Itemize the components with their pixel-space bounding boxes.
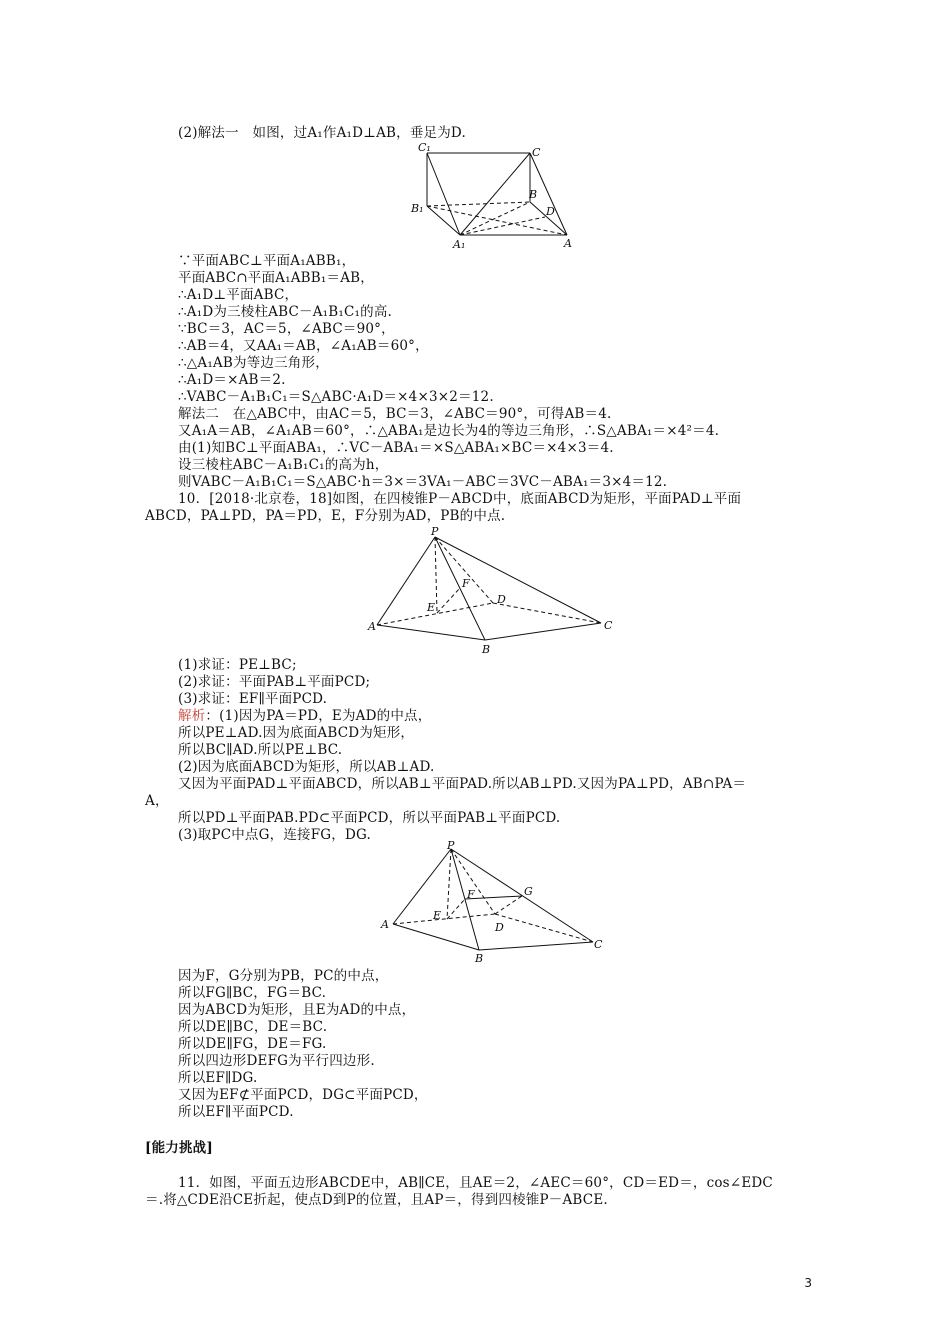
text-line: ∴VABC－A₁B₁C₁＝S△ABC·A₁D＝×4×3×2＝12. xyxy=(178,389,494,405)
label-c: C xyxy=(532,146,541,159)
text-line: ∵BC＝3，AC＝5，∠ABC＝90°， xyxy=(178,321,395,337)
text-line: ∵平面ABC⊥平面A₁ABB₁， xyxy=(178,253,356,269)
edge-c1-a1 xyxy=(427,153,460,235)
pyramid-figure xyxy=(365,525,625,660)
question-10-part-2: (2)求证：平面PAB⊥平面PCD; xyxy=(178,674,371,690)
label-d: D xyxy=(546,205,555,218)
edge-p-c xyxy=(435,537,601,623)
dashed-e-f xyxy=(447,899,465,919)
edge-a-b xyxy=(393,924,479,950)
label-d: D xyxy=(497,593,506,606)
edge-p-a xyxy=(393,849,451,924)
text-line: 所以DE∥BC，DE＝BC. xyxy=(178,1019,328,1035)
label-c1: C₁ xyxy=(418,141,431,154)
text-line: 由(1)知BC⊥平面ABA₁，∴VC－ABA₁＝×S△ABA₁×BC＝×4×3＝4. xyxy=(178,440,614,456)
text-line: ∴A₁D＝×AB＝2. xyxy=(178,372,286,388)
text-line: 因为ABCD为矩形，且E为AD的中点， xyxy=(178,1002,416,1018)
label-a: A xyxy=(368,620,376,633)
text-line: 所以FG∥BC，FG＝BC. xyxy=(178,985,327,1001)
label-p: P xyxy=(431,525,439,538)
dashed-p-e xyxy=(435,537,437,613)
edge-b-c xyxy=(485,623,601,640)
section-heading-ability-challenge: [能力挑战] xyxy=(145,1140,213,1156)
pyramid-with-g-diagram xyxy=(375,840,615,965)
dashed-p-d xyxy=(435,537,493,603)
question-10-stem-cont: ABCD，PA⊥PD，PA＝PD，E，F分别为AD，PB的中点. xyxy=(145,508,506,524)
text-line: 因为F，G分别为PB，PC的中点， xyxy=(178,968,389,984)
text-line: (3)取PC中点G，连接FG，DG. xyxy=(178,827,371,843)
question-10-part-1: (1)求证：PE⊥BC; xyxy=(178,657,297,673)
label-c: C xyxy=(604,619,613,632)
dashed-d-c xyxy=(495,914,593,942)
label-e: E xyxy=(427,601,436,614)
text-line: ∴A₁D⊥平面ABC， xyxy=(178,287,299,303)
label-f: F xyxy=(467,888,475,901)
label-d: D xyxy=(495,921,504,934)
label-g: G xyxy=(524,885,533,898)
edge-c-a1 xyxy=(460,153,530,235)
label-b1: B₁ xyxy=(411,202,424,215)
text-line: (2)因为底面ABCD为矩形，所以AB⊥AD. xyxy=(178,759,435,775)
text-line: ∴△A₁AB为等边三角形， xyxy=(178,355,329,371)
edge-b1-a1 xyxy=(427,206,460,235)
label-a1: A₁ xyxy=(453,238,466,250)
analysis-first-text: ：(1)因为PA＝PD，E为AD的中点， xyxy=(205,708,432,724)
label-f: F xyxy=(462,577,470,590)
edge-p-b xyxy=(435,537,485,640)
question-10-part-3: (3)求证：EF∥平面PCD. xyxy=(178,691,328,707)
text-line: 平面ABC∩平面A₁ABB₁＝AB， xyxy=(178,270,374,286)
pyramid-with-g-figure xyxy=(375,840,615,965)
label-p: P xyxy=(447,840,455,852)
text-line: 设三棱柱ABC－A₁B₁C₁的高为h， xyxy=(178,457,389,473)
text-line: 又A₁A＝AB，∠A₁AB＝60°，∴△ABA₁是边长为4的等边三角形，∴S△ABA₁＝×4²＝4. xyxy=(178,423,720,439)
question-11-stem: 11．如图，平面五边形ABCDE中，AB∥CE，且AE＝2，∠AEC＝60°，CD＝ED＝，cos∠EDC xyxy=(178,1175,773,1191)
text-line: 所以BC∥AD.所以PE⊥BC. xyxy=(178,742,343,758)
prism-figure xyxy=(405,140,595,250)
text-line: ∴A₁D为三棱柱ABC－A₁B₁C₁的高. xyxy=(178,304,393,320)
dashed-e-f xyxy=(437,588,460,613)
label-b: B xyxy=(529,188,538,201)
dashed-p-d xyxy=(451,849,495,914)
text-line: 所以PE⊥AD.因为底面ABCD为矩形， xyxy=(178,725,415,741)
label-c: C xyxy=(594,938,603,951)
analysis-line xyxy=(178,708,431,725)
dashed-d-c xyxy=(493,603,601,623)
label-a: A xyxy=(564,237,572,250)
text-line: 又因为平面PAD⊥平面ABCD，所以AB⊥平面PAD.所以AB⊥PD.又因为PA⊥PD，AB∩PA＝ xyxy=(178,776,747,792)
dashed-d-g xyxy=(495,896,522,914)
text-line: 所以PD⊥平面PAB.PD⊂平面PCD，所以平面PAB⊥平面PCD. xyxy=(178,810,561,826)
text-line: 所以EF∥平面PCD. xyxy=(178,1104,294,1120)
label-b: B xyxy=(475,952,484,965)
question-11-stem-cont: ＝.将△CDE沿CE折起，使点D到P的位置，且AP＝，得到四棱锥P－ABCE. xyxy=(145,1192,608,1208)
page-number: 3 xyxy=(804,1276,812,1290)
text-line: 所以EF∥DG. xyxy=(178,1070,258,1086)
text-line: 则VABC－A₁B₁C₁＝S△ABC·h＝3×＝3VA₁－ABC＝3VC－ABA₁＝3×4＝12. xyxy=(178,474,668,490)
label-b: B xyxy=(482,643,491,656)
edge-b-c xyxy=(479,942,593,950)
solution-method-one-heading: (2)解法一 如图，过A₁作A₁D⊥AB，垂足为D. xyxy=(178,125,466,141)
text-line: ∴AB＝4，又AA₁＝AB，∠A₁AB＝60°， xyxy=(178,338,429,354)
question-10-stem: 10．[2018·北京卷，18]如图，在四棱锥P－ABCD中，底面ABCD为矩形，平面PAD⊥平面 xyxy=(178,491,742,507)
label-a: A xyxy=(381,918,389,931)
dashed-b1-b xyxy=(427,202,530,206)
text-line-wrap: A， xyxy=(145,793,169,809)
label-e: E xyxy=(433,909,442,922)
text-line: 所以四边形DEFG为平行四边形. xyxy=(178,1053,375,1069)
prism-diagram xyxy=(405,140,595,250)
text-line: 所以DE∥FG，DE＝FG. xyxy=(178,1036,327,1052)
dashed-a-d xyxy=(393,914,495,924)
text-line: 解法二 在△ABC中，由AC＝5，BC＝3，∠ABC＝90°，可得AB＝4. xyxy=(178,406,612,422)
text-line: 又因为EF⊄平面PCD，DG⊂平面PCD， xyxy=(178,1087,428,1103)
analysis-label: 解析 xyxy=(178,708,206,724)
pyramid-diagram xyxy=(365,525,625,660)
edge-a-b xyxy=(377,625,485,640)
dashed-a1-b xyxy=(460,202,530,235)
dashed-p-e xyxy=(447,849,451,919)
